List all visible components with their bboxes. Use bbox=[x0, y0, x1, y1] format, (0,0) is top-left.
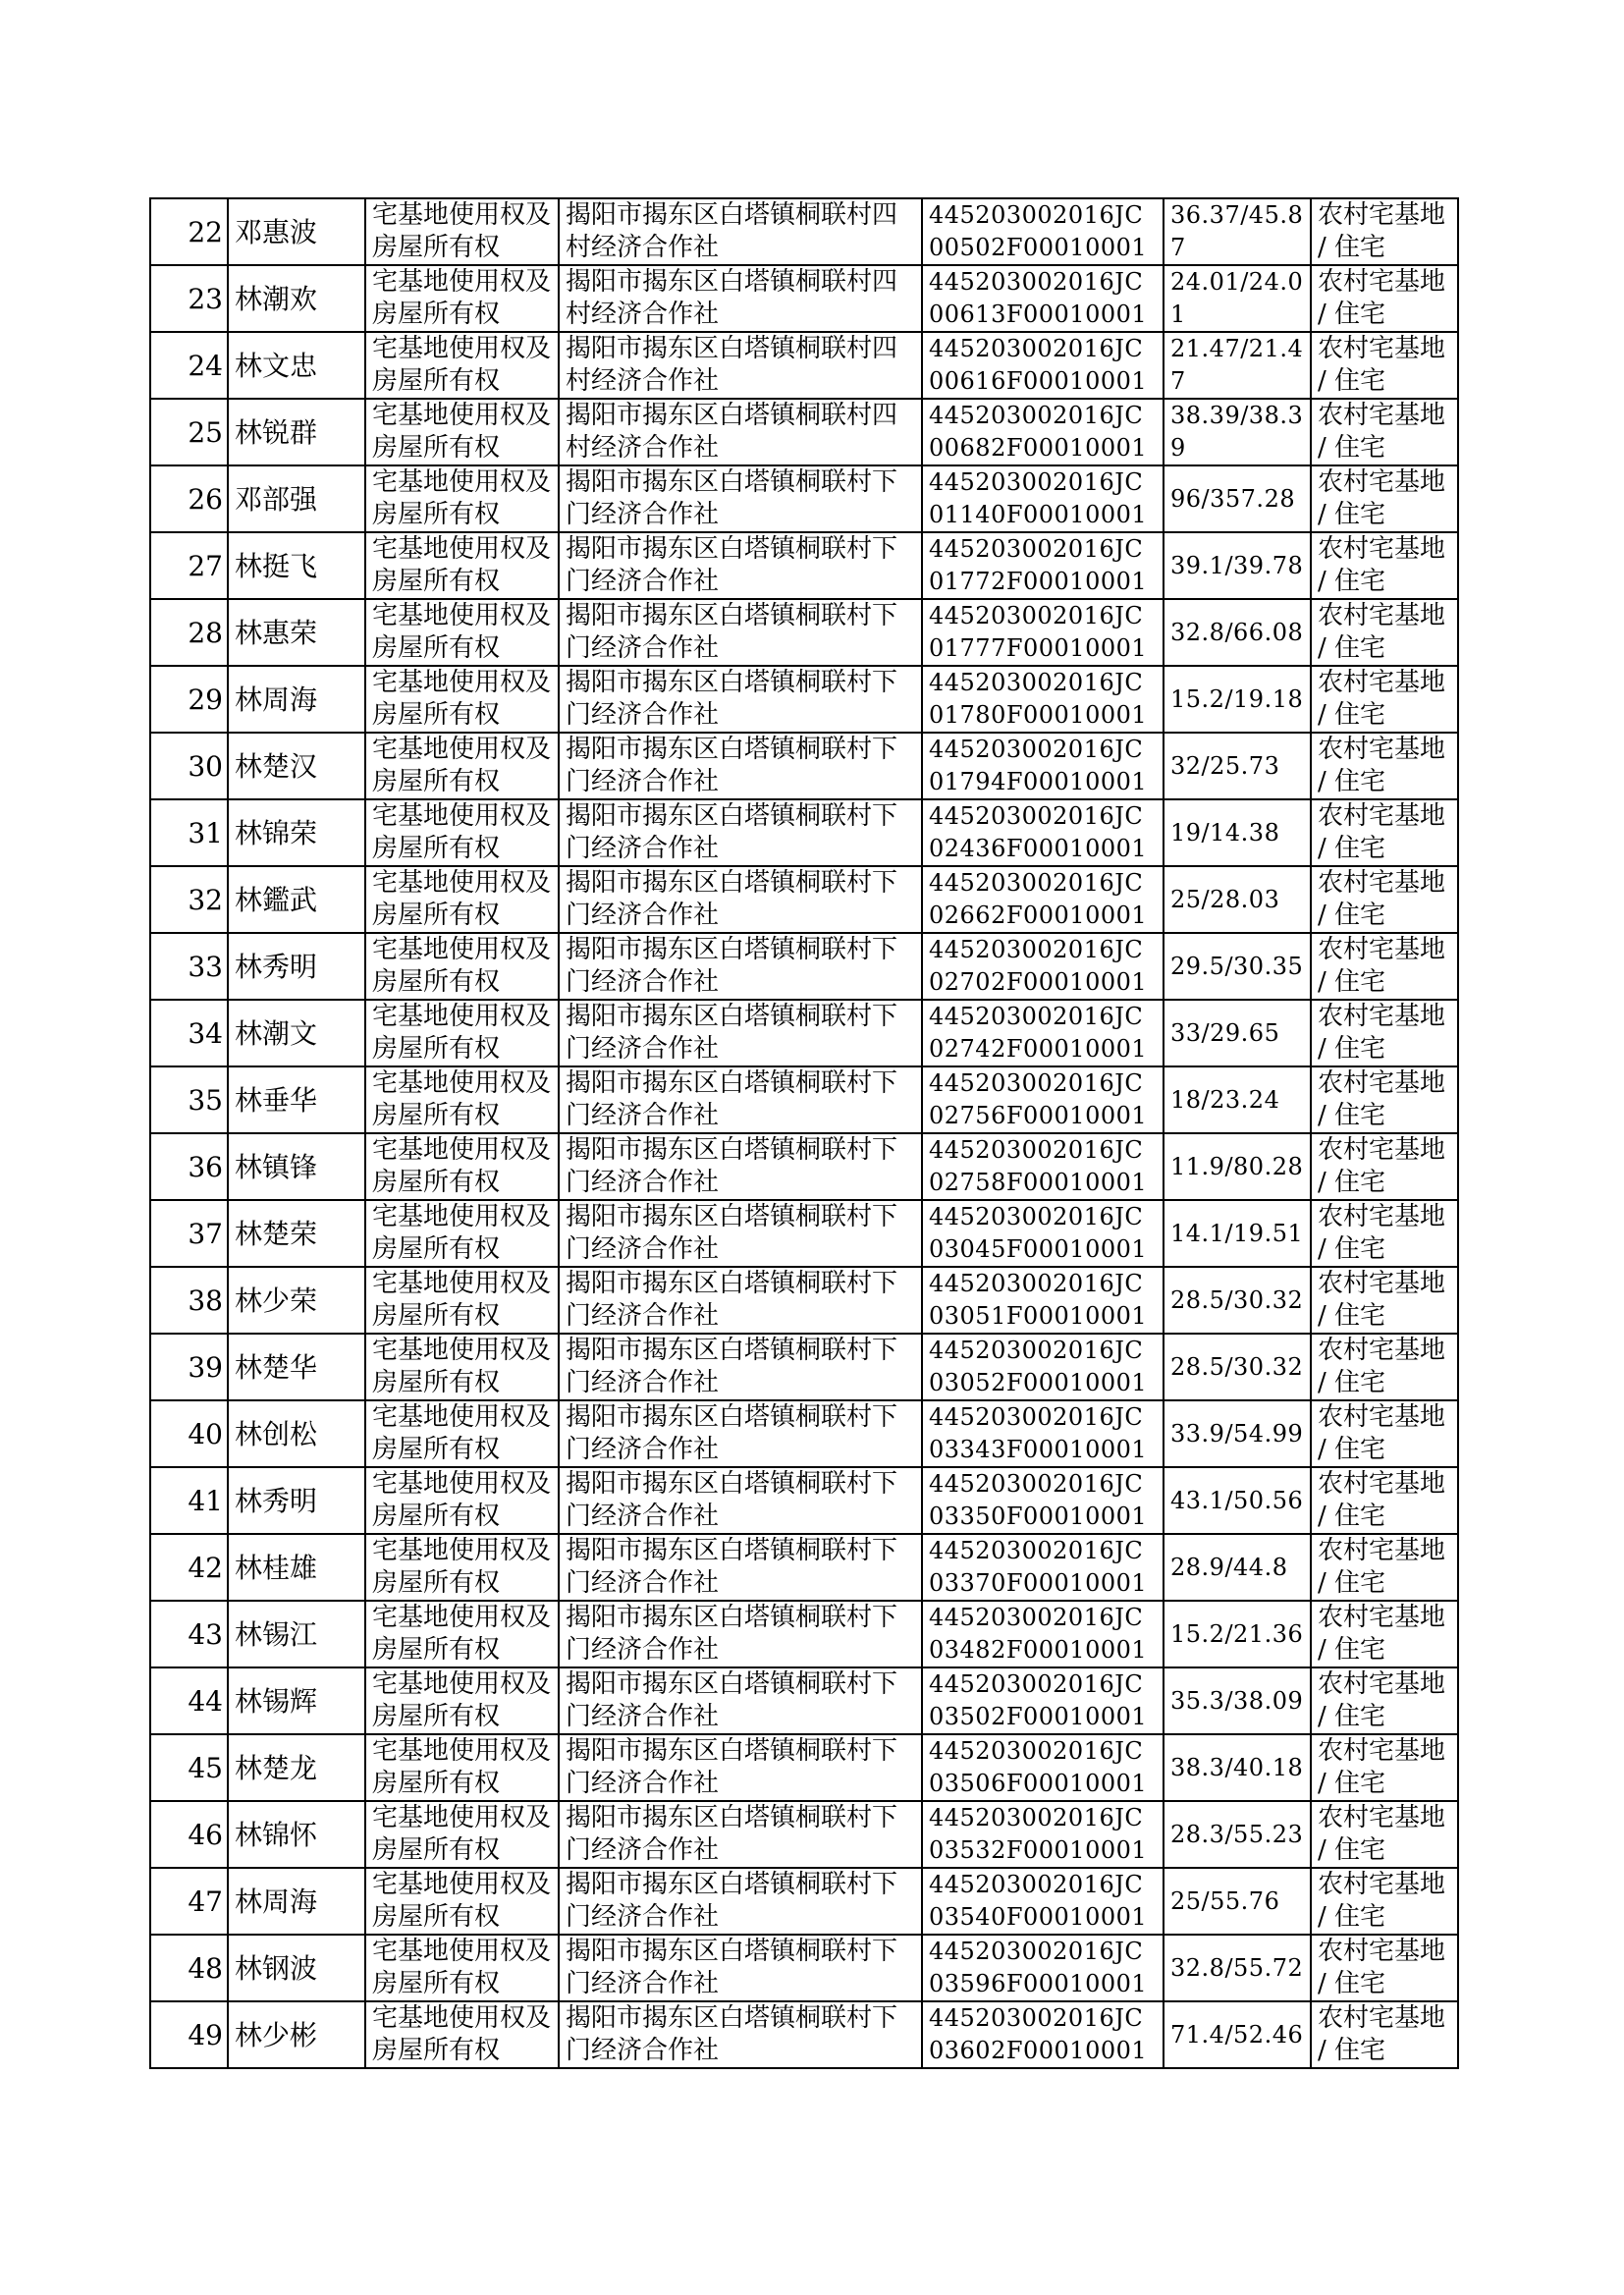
right-type: 宅基地使用权及房屋所有权 bbox=[365, 532, 559, 599]
area-value: 28.3/55.23 bbox=[1164, 1801, 1311, 1868]
certificate-number: 445203002016JC01777F00010001 bbox=[922, 599, 1164, 666]
right-type: 宅基地使用权及房屋所有权 bbox=[365, 1935, 559, 2001]
table-row bbox=[150, 666, 1458, 733]
property-location: 揭阳市揭东区白塔镇桐联村下门经济合作社 bbox=[559, 1133, 922, 1200]
right-type: 宅基地使用权及房屋所有权 bbox=[365, 866, 559, 933]
table-row bbox=[150, 1935, 1458, 2001]
land-use: 农村宅基地 / 住宅 bbox=[1311, 1868, 1458, 1935]
table-row bbox=[150, 1267, 1458, 1334]
right-type: 宅基地使用权及房屋所有权 bbox=[365, 332, 559, 399]
row-number: 41 bbox=[150, 1467, 228, 1534]
row-number: 42 bbox=[150, 1534, 228, 1601]
row-number: 37 bbox=[150, 1200, 228, 1267]
right-type: 宅基地使用权及房屋所有权 bbox=[365, 265, 559, 332]
right-type: 宅基地使用权及房屋所有权 bbox=[365, 198, 559, 265]
land-use: 农村宅基地 / 住宅 bbox=[1311, 866, 1458, 933]
owner-name: 邓部强 bbox=[228, 465, 365, 532]
row-number: 33 bbox=[150, 933, 228, 1000]
right-type: 宅基地使用权及房屋所有权 bbox=[365, 1267, 559, 1334]
area-value: 29.5/30.35 bbox=[1164, 933, 1311, 1000]
right-type: 宅基地使用权及房屋所有权 bbox=[365, 666, 559, 733]
owner-name: 林楚荣 bbox=[228, 1200, 365, 1267]
owner-name: 林惠荣 bbox=[228, 599, 365, 666]
certificate-number: 445203002016JC00682F00010001 bbox=[922, 399, 1164, 465]
owner-name: 邓惠波 bbox=[228, 198, 365, 265]
certificate-number: 445203002016JC01780F00010001 bbox=[922, 666, 1164, 733]
row-number: 25 bbox=[150, 399, 228, 465]
right-type: 宅基地使用权及房屋所有权 bbox=[365, 1801, 559, 1868]
area-value: 33.9/54.99 bbox=[1164, 1400, 1311, 1467]
certificate-number: 445203002016JC03602F00010001 bbox=[922, 2001, 1164, 2068]
right-type: 宅基地使用权及房屋所有权 bbox=[365, 1467, 559, 1534]
table-row bbox=[150, 866, 1458, 933]
certificate-number: 445203002016JC03532F00010001 bbox=[922, 1801, 1164, 1868]
owner-name: 林挺飞 bbox=[228, 532, 365, 599]
right-type: 宅基地使用权及房屋所有权 bbox=[365, 399, 559, 465]
right-type: 宅基地使用权及房屋所有权 bbox=[365, 799, 559, 866]
owner-name: 林鑑武 bbox=[228, 866, 365, 933]
table-row bbox=[150, 399, 1458, 465]
right-type: 宅基地使用权及房屋所有权 bbox=[365, 1133, 559, 1200]
land-use: 农村宅基地 / 住宅 bbox=[1311, 1400, 1458, 1467]
certificate-number: 445203002016JC02436F00010001 bbox=[922, 799, 1164, 866]
area-value: 25/28.03 bbox=[1164, 866, 1311, 933]
certificate-number: 445203002016JC02758F00010001 bbox=[922, 1133, 1164, 1200]
property-location: 揭阳市揭东区白塔镇桐联村下门经济合作社 bbox=[559, 1066, 922, 1133]
property-location: 揭阳市揭东区白塔镇桐联村下门经济合作社 bbox=[559, 1935, 922, 2001]
land-use: 农村宅基地 / 住宅 bbox=[1311, 1133, 1458, 1200]
land-use: 农村宅基地 / 住宅 bbox=[1311, 2001, 1458, 2068]
area-value: 33/29.65 bbox=[1164, 1000, 1311, 1066]
area-value: 35.3/38.09 bbox=[1164, 1667, 1311, 1734]
row-number: 22 bbox=[150, 198, 228, 265]
property-location: 揭阳市揭东区白塔镇桐联村下门经济合作社 bbox=[559, 866, 922, 933]
land-use: 农村宅基地 / 住宅 bbox=[1311, 1801, 1458, 1868]
certificate-number: 445203002016JC03051F00010001 bbox=[922, 1267, 1164, 1334]
land-use: 农村宅基地 / 住宅 bbox=[1311, 666, 1458, 733]
owner-name: 林锦怀 bbox=[228, 1801, 365, 1868]
certificate-number: 445203002016JC01772F00010001 bbox=[922, 532, 1164, 599]
certificate-number: 445203002016JC01140F00010001 bbox=[922, 465, 1164, 532]
certificate-number: 445203002016JC03045F00010001 bbox=[922, 1200, 1164, 1267]
row-number: 46 bbox=[150, 1801, 228, 1868]
property-location: 揭阳市揭东区白塔镇桐联村下门经济合作社 bbox=[559, 599, 922, 666]
property-location: 揭阳市揭东区白塔镇桐联村下门经济合作社 bbox=[559, 1601, 922, 1667]
property-location: 揭阳市揭东区白塔镇桐联村下门经济合作社 bbox=[559, 733, 922, 799]
owner-name: 林钢波 bbox=[228, 1935, 365, 2001]
owner-name: 林潮文 bbox=[228, 1000, 365, 1066]
table-row bbox=[150, 1868, 1458, 1935]
land-use: 农村宅基地 / 住宅 bbox=[1311, 198, 1458, 265]
land-use: 农村宅基地 / 住宅 bbox=[1311, 599, 1458, 666]
land-use: 农村宅基地 / 住宅 bbox=[1311, 265, 1458, 332]
area-value: 28.9/44.8 bbox=[1164, 1534, 1311, 1601]
owner-name: 林锡江 bbox=[228, 1601, 365, 1667]
row-number: 24 bbox=[150, 332, 228, 399]
property-location: 揭阳市揭东区白塔镇桐联村下门经济合作社 bbox=[559, 1267, 922, 1334]
table-row bbox=[150, 1066, 1458, 1133]
table-body bbox=[150, 198, 1458, 2068]
row-number: 40 bbox=[150, 1400, 228, 1467]
property-location: 揭阳市揭东区白塔镇桐联村下门经济合作社 bbox=[559, 2001, 922, 2068]
land-use: 农村宅基地 / 住宅 bbox=[1311, 933, 1458, 1000]
land-use: 农村宅基地 / 住宅 bbox=[1311, 1200, 1458, 1267]
right-type: 宅基地使用权及房屋所有权 bbox=[365, 1334, 559, 1400]
land-use: 农村宅基地 / 住宅 bbox=[1311, 532, 1458, 599]
area-value: 19/14.38 bbox=[1164, 799, 1311, 866]
right-type: 宅基地使用权及房屋所有权 bbox=[365, 2001, 559, 2068]
land-use: 农村宅基地 / 住宅 bbox=[1311, 799, 1458, 866]
table-row bbox=[150, 265, 1458, 332]
area-value: 38.39/38.39 bbox=[1164, 399, 1311, 465]
row-number: 49 bbox=[150, 2001, 228, 2068]
property-location: 揭阳市揭东区白塔镇桐联村下门经济合作社 bbox=[559, 1400, 922, 1467]
row-number: 43 bbox=[150, 1601, 228, 1667]
owner-name: 林文忠 bbox=[228, 332, 365, 399]
row-number: 44 bbox=[150, 1667, 228, 1734]
owner-name: 林桂雄 bbox=[228, 1534, 365, 1601]
row-number: 36 bbox=[150, 1133, 228, 1200]
area-value: 21.47/21.47 bbox=[1164, 332, 1311, 399]
property-location: 揭阳市揭东区白塔镇桐联村下门经济合作社 bbox=[559, 799, 922, 866]
land-use: 农村宅基地 / 住宅 bbox=[1311, 1000, 1458, 1066]
land-use: 农村宅基地 / 住宅 bbox=[1311, 332, 1458, 399]
property-location: 揭阳市揭东区白塔镇桐联村下门经济合作社 bbox=[559, 666, 922, 733]
table-row bbox=[150, 1400, 1458, 1467]
row-number: 27 bbox=[150, 532, 228, 599]
area-value: 15.2/21.36 bbox=[1164, 1601, 1311, 1667]
row-number: 29 bbox=[150, 666, 228, 733]
certificate-number: 445203002016JC03540F00010001 bbox=[922, 1868, 1164, 1935]
property-location: 揭阳市揭东区白塔镇桐联村下门经济合作社 bbox=[559, 1801, 922, 1868]
row-number: 35 bbox=[150, 1066, 228, 1133]
area-value: 14.1/19.51 bbox=[1164, 1200, 1311, 1267]
certificate-number: 445203002016JC03350F00010001 bbox=[922, 1467, 1164, 1534]
right-type: 宅基地使用权及房屋所有权 bbox=[365, 1000, 559, 1066]
land-use: 农村宅基地 / 住宅 bbox=[1311, 1601, 1458, 1667]
row-number: 48 bbox=[150, 1935, 228, 2001]
area-value: 32.8/55.72 bbox=[1164, 1935, 1311, 2001]
property-location: 揭阳市揭东区白塔镇桐联村下门经济合作社 bbox=[559, 1000, 922, 1066]
table-row bbox=[150, 1801, 1458, 1868]
area-value: 39.1/39.78 bbox=[1164, 532, 1311, 599]
area-value: 15.2/19.18 bbox=[1164, 666, 1311, 733]
right-type: 宅基地使用权及房屋所有权 bbox=[365, 1868, 559, 1935]
land-use: 农村宅基地 / 住宅 bbox=[1311, 1935, 1458, 2001]
property-location: 揭阳市揭东区白塔镇桐联村四村经济合作社 bbox=[559, 198, 922, 265]
table-row bbox=[150, 733, 1458, 799]
row-number: 38 bbox=[150, 1267, 228, 1334]
table-row bbox=[150, 1601, 1458, 1667]
property-location: 揭阳市揭东区白塔镇桐联村下门经济合作社 bbox=[559, 532, 922, 599]
land-use: 农村宅基地 / 住宅 bbox=[1311, 465, 1458, 532]
table-row bbox=[150, 532, 1458, 599]
area-value: 43.1/50.56 bbox=[1164, 1467, 1311, 1534]
owner-name: 林少荣 bbox=[228, 1267, 365, 1334]
row-number: 31 bbox=[150, 799, 228, 866]
table-row bbox=[150, 198, 1458, 265]
certificate-number: 445203002016JC03482F00010001 bbox=[922, 1601, 1164, 1667]
area-value: 36.37/45.87 bbox=[1164, 198, 1311, 265]
area-value: 71.4/52.46 bbox=[1164, 2001, 1311, 2068]
certificate-number: 445203002016JC02742F00010001 bbox=[922, 1000, 1164, 1066]
right-type: 宅基地使用权及房屋所有权 bbox=[365, 465, 559, 532]
land-use: 农村宅基地 / 住宅 bbox=[1311, 1467, 1458, 1534]
owner-name: 林周海 bbox=[228, 1868, 365, 1935]
area-value: 32/25.73 bbox=[1164, 733, 1311, 799]
right-type: 宅基地使用权及房屋所有权 bbox=[365, 1667, 559, 1734]
certificate-number: 445203002016JC02662F00010001 bbox=[922, 866, 1164, 933]
right-type: 宅基地使用权及房屋所有权 bbox=[365, 1200, 559, 1267]
area-value: 28.5/30.32 bbox=[1164, 1267, 1311, 1334]
owner-name: 林秀明 bbox=[228, 933, 365, 1000]
certificate-number: 445203002016JC03596F00010001 bbox=[922, 1935, 1164, 2001]
certificate-number: 445203002016JC02702F00010001 bbox=[922, 933, 1164, 1000]
table-row bbox=[150, 1334, 1458, 1400]
owner-name: 林秀明 bbox=[228, 1467, 365, 1534]
registration-table bbox=[149, 197, 1459, 2069]
owner-name: 林少彬 bbox=[228, 2001, 365, 2068]
certificate-number: 445203002016JC03502F00010001 bbox=[922, 1667, 1164, 1734]
property-location: 揭阳市揭东区白塔镇桐联村下门经济合作社 bbox=[559, 1734, 922, 1801]
right-type: 宅基地使用权及房屋所有权 bbox=[365, 733, 559, 799]
table-row bbox=[150, 799, 1458, 866]
area-value: 32.8/66.08 bbox=[1164, 599, 1311, 666]
certificate-number: 445203002016JC03343F00010001 bbox=[922, 1400, 1164, 1467]
table-row bbox=[150, 1734, 1458, 1801]
table-row bbox=[150, 1667, 1458, 1734]
land-use: 农村宅基地 / 住宅 bbox=[1311, 399, 1458, 465]
owner-name: 林楚汉 bbox=[228, 733, 365, 799]
property-location: 揭阳市揭东区白塔镇桐联村下门经济合作社 bbox=[559, 1534, 922, 1601]
certificate-number: 445203002016JC00616F00010001 bbox=[922, 332, 1164, 399]
property-location: 揭阳市揭东区白塔镇桐联村下门经济合作社 bbox=[559, 1334, 922, 1400]
land-use: 农村宅基地 / 住宅 bbox=[1311, 1334, 1458, 1400]
right-type: 宅基地使用权及房屋所有权 bbox=[365, 1601, 559, 1667]
property-location: 揭阳市揭东区白塔镇桐联村下门经济合作社 bbox=[559, 1467, 922, 1534]
row-number: 39 bbox=[150, 1334, 228, 1400]
row-number: 30 bbox=[150, 733, 228, 799]
property-location: 揭阳市揭东区白塔镇桐联村下门经济合作社 bbox=[559, 465, 922, 532]
certificate-number: 445203002016JC03370F00010001 bbox=[922, 1534, 1164, 1601]
owner-name: 林创松 bbox=[228, 1400, 365, 1467]
property-location: 揭阳市揭东区白塔镇桐联村下门经济合作社 bbox=[559, 1667, 922, 1734]
area-value: 11.9/80.28 bbox=[1164, 1133, 1311, 1200]
owner-name: 林垂华 bbox=[228, 1066, 365, 1133]
area-value: 25/55.76 bbox=[1164, 1868, 1311, 1935]
owner-name: 林楚龙 bbox=[228, 1734, 365, 1801]
property-location: 揭阳市揭东区白塔镇桐联村四村经济合作社 bbox=[559, 265, 922, 332]
row-number: 32 bbox=[150, 866, 228, 933]
table-row bbox=[150, 1133, 1458, 1200]
property-location: 揭阳市揭东区白塔镇桐联村下门经济合作社 bbox=[559, 1868, 922, 1935]
owner-name: 林锡辉 bbox=[228, 1667, 365, 1734]
property-location: 揭阳市揭东区白塔镇桐联村四村经济合作社 bbox=[559, 332, 922, 399]
right-type: 宅基地使用权及房屋所有权 bbox=[365, 1734, 559, 1801]
land-use: 农村宅基地 / 住宅 bbox=[1311, 733, 1458, 799]
owner-name: 林周海 bbox=[228, 666, 365, 733]
land-use: 农村宅基地 / 住宅 bbox=[1311, 1667, 1458, 1734]
land-use: 农村宅基地 / 住宅 bbox=[1311, 1734, 1458, 1801]
certificate-number: 445203002016JC00502F00010001 bbox=[922, 198, 1164, 265]
right-type: 宅基地使用权及房屋所有权 bbox=[365, 1066, 559, 1133]
area-value: 18/23.24 bbox=[1164, 1066, 1311, 1133]
row-number: 45 bbox=[150, 1734, 228, 1801]
certificate-number: 445203002016JC01794F00010001 bbox=[922, 733, 1164, 799]
table-row bbox=[150, 599, 1458, 666]
area-value: 24.01/24.01 bbox=[1164, 265, 1311, 332]
table-row bbox=[150, 1200, 1458, 1267]
certificate-number: 445203002016JC00613F00010001 bbox=[922, 265, 1164, 332]
table-row bbox=[150, 465, 1458, 532]
property-location: 揭阳市揭东区白塔镇桐联村四村经济合作社 bbox=[559, 399, 922, 465]
table-row bbox=[150, 332, 1458, 399]
owner-name: 林潮欢 bbox=[228, 265, 365, 332]
table-row bbox=[150, 1467, 1458, 1534]
owner-name: 林锐群 bbox=[228, 399, 365, 465]
row-number: 34 bbox=[150, 1000, 228, 1066]
right-type: 宅基地使用权及房屋所有权 bbox=[365, 599, 559, 666]
table-row bbox=[150, 1534, 1458, 1601]
row-number: 28 bbox=[150, 599, 228, 666]
right-type: 宅基地使用权及房屋所有权 bbox=[365, 1400, 559, 1467]
row-number: 23 bbox=[150, 265, 228, 332]
owner-name: 林镇锋 bbox=[228, 1133, 365, 1200]
area-value: 28.5/30.32 bbox=[1164, 1334, 1311, 1400]
right-type: 宅基地使用权及房屋所有权 bbox=[365, 933, 559, 1000]
table-row bbox=[150, 2001, 1458, 2068]
row-number: 47 bbox=[150, 1868, 228, 1935]
land-use: 农村宅基地 / 住宅 bbox=[1311, 1267, 1458, 1334]
property-location: 揭阳市揭东区白塔镇桐联村下门经济合作社 bbox=[559, 933, 922, 1000]
area-value: 38.3/40.18 bbox=[1164, 1734, 1311, 1801]
row-number: 26 bbox=[150, 465, 228, 532]
table-row bbox=[150, 1000, 1458, 1066]
right-type: 宅基地使用权及房屋所有权 bbox=[365, 1534, 559, 1601]
owner-name: 林楚华 bbox=[228, 1334, 365, 1400]
table-row bbox=[150, 933, 1458, 1000]
owner-name: 林锦荣 bbox=[228, 799, 365, 866]
property-location: 揭阳市揭东区白塔镇桐联村下门经济合作社 bbox=[559, 1200, 922, 1267]
land-use: 农村宅基地 / 住宅 bbox=[1311, 1066, 1458, 1133]
land-use: 农村宅基地 / 住宅 bbox=[1311, 1534, 1458, 1601]
certificate-number: 445203002016JC03052F00010001 bbox=[922, 1334, 1164, 1400]
certificate-number: 445203002016JC02756F00010001 bbox=[922, 1066, 1164, 1133]
area-value: 96/357.28 bbox=[1164, 465, 1311, 532]
certificate-number: 445203002016JC03506F00010001 bbox=[922, 1734, 1164, 1801]
